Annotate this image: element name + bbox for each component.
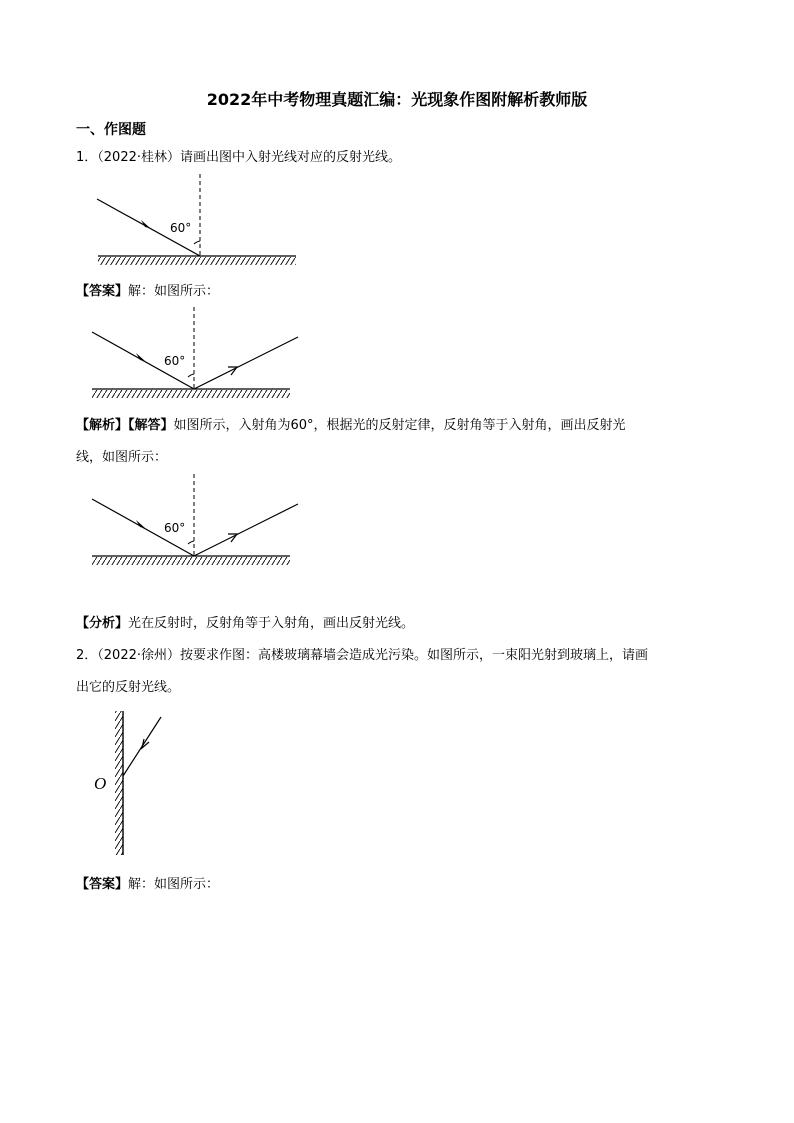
q1-angle-label: 60° <box>170 221 192 235</box>
question-1-number: 1． <box>76 150 98 165</box>
q1-analysis-figure <box>85 472 305 572</box>
question-2-line-1 <box>76 644 648 663</box>
question-2-text-1: 按要求作图：高楼玻璃幕墙会造成光污染。如图所示，一束阳光射到玻璃上，请画 <box>180 648 649 663</box>
q1-figure <box>90 170 305 270</box>
q1-analysis-angle-arc <box>188 541 194 544</box>
q1-analysis-tags: 【解析】【解答】 <box>76 418 174 433</box>
q1-answer-angle-arc <box>188 374 194 377</box>
q2-point-o-label: O <box>94 774 107 793</box>
question-2-line-2: 出它的反射光线。 <box>76 680 181 695</box>
q1-answer-figure <box>85 305 305 405</box>
q1-summary-text: 光在反射时，反射角等于入射角，画出反射光线。 <box>128 616 415 631</box>
q1-mirror-hatch <box>98 257 296 265</box>
q1-analysis-mirror-hatch <box>92 557 290 565</box>
q1-summary <box>76 612 414 631</box>
q1-answer-text: 解：如图所示： <box>128 284 220 299</box>
q1-answer <box>76 280 219 299</box>
q2-figure <box>90 705 180 860</box>
q1-analysis-angle-label: 60° <box>164 521 186 535</box>
q1-analysis-reflected-ray <box>194 504 298 556</box>
question-2-source: （2022·徐州） <box>97 648 180 663</box>
q1-answer-angle-label: 60° <box>164 354 186 368</box>
q1-answer-reflected-ray <box>194 337 298 389</box>
question-2-number: 2． <box>76 648 98 663</box>
q1-angle-arc <box>194 241 200 244</box>
q1-analysis-text-1: 如图所示，入射角为60°，根据光的反射定律，反射角等于入射角，画出反射光 <box>173 418 626 433</box>
question-1-text: 请画出图中入射光线对应的反射光线。 <box>180 150 402 165</box>
page-title: 2022年中考物理真题汇编：光现象作图附解析教师版 <box>206 90 588 109</box>
q1-answer-tag: 【答案】 <box>76 284 129 299</box>
q2-answer-text: 解：如图所示： <box>128 877 220 892</box>
section-heading: 一、作图题 <box>76 122 146 138</box>
q2-answer <box>76 873 219 892</box>
q2-answer-tag: 【答案】 <box>76 877 129 892</box>
question-1 <box>76 146 401 165</box>
question-1-source: （2022·桂林） <box>97 150 180 165</box>
q1-analysis-line-2: 线，如图所示： <box>76 450 168 465</box>
q1-answer-mirror-hatch <box>92 390 290 398</box>
q1-analysis-line-1 <box>76 414 626 433</box>
q1-summary-tag: 【分析】 <box>76 616 129 631</box>
q2-glass-hatch <box>115 711 123 855</box>
